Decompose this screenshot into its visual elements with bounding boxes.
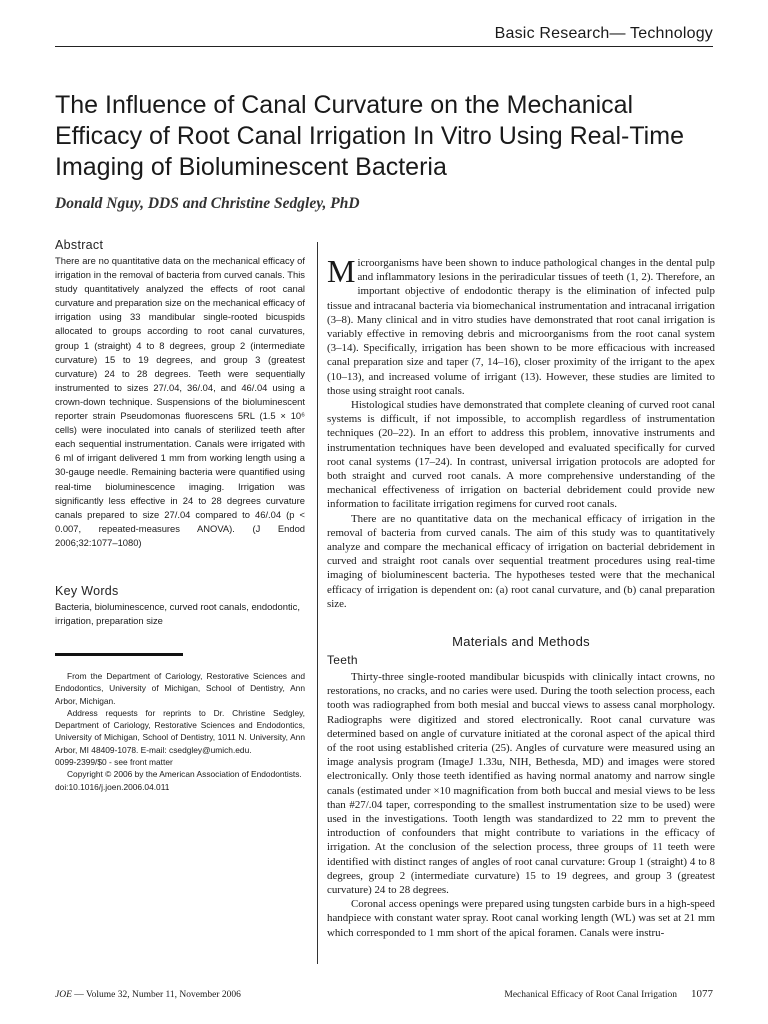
- introduction-section: [327, 253, 715, 611]
- keywords-section: [55, 584, 305, 628]
- keywords-body: Bacteria, bioluminescence, curved root canals, endodontic, irrigation, preparation size: [55, 601, 300, 627]
- affiliation-doi: doi:10.1016/j.joen.2006.04.011: [55, 781, 170, 792]
- methods-paragraph-2: Coronal access openings were prepared using tungsten carbide burs in a high-speed handpiece with constant water spray. Root canal working length (WL) was set at 21 mm which corresponded to 1 mm short of the apical foramen. Canals were instru-: [327, 898, 715, 939]
- journal-issue: — Volume 32, Number 11, November 2006: [71, 990, 241, 1000]
- methods-section: [327, 670, 715, 940]
- abstract-body: There are no quantitative data on the mechanical efficacy of irrigation in the removal of bacteria from curved canals. This study quantitatively analyzed the effects of root canal curvature and preparation size on the mechanical efficacy of irrigation using 33 mandibular single-rooted bicuspids allocated to groups according to root canal curvatures, group 1 (straight) 4 to 8 degrees, group 2 (intermediate curvature) 15 to 19 degrees, and group 3 (greatest curvature) 24 to 28 degrees. Teeth were sequentially instrumented to sizes 27/.04, 36/.04, and 46/.04 using a crown-down technique. Suspensions of the bioluminescent reporter strain Pseudomonas fluorescens 5RL (1.5 × 10⁶ cells) were inoculated into canals of sterilized teeth after each sequential instrumentation. Canals were irrigated with 6 ml of irrigant delivered 1 mm from working length using a 30-gauge needle. Remaining bacteria were quantified using real-time bioluminescence imaging. Irrigation was significantly less effective in 24 to 28 degrees curvature canals prepared to size 27/.04 compared to 46/.04 (p < 0.007, repeated-measures ANOVA). (J Endod 2006;32:1077–1080): [55, 255, 305, 548]
- methods-paragraph-1: Thirty-three single-rooted mandibular bicuspids with clinically intact crowns, no restorations, no cracks, and no caries were used. During the tooth selection process, each tooth was radiographed from both mesial and buccal views to assess canal morphology. Radiographs were digitized and stored electronically. Root canal curvature was determined based on angle of curvature initiated at the coronal aspect of the apical third of the root using established criteria (25). Angles of curvature were measured using an image analysis program (ImageJ 1.33u, NIH, Bethesda, MD) and images were stored electronically. Only those teeth identified as having normal anatomy and narrow single canals (estimated under ×10 magnification from both buccal and mesial views to be less than #27/.04 taper, corresponding to the smallest instrumentation size to be used) were used in the investigations. Tooth length was standardized to 22 mm to prevent the introduction of confounders that might contribute to variations in the efficacy of irrigation. At the conclusion of the selection process, three groups of 11 teeth were identified with distinct ranges of angles of root canal curvature: Group 1 (straight) 4 to 8 degrees, group 2 (intermediate curvature) 15 to 19 degrees, and group 3 (greatest curvature) 24 to 28 degrees.: [327, 671, 715, 897]
- column-divider: [317, 242, 318, 964]
- affiliation-block: [55, 670, 305, 793]
- article-title: The Influence of Canal Curvature on the Mechanical Efficacy of Root Canal Irrigation In Vitro Using Real-Time Imaging of Bioluminescent Bacteria: [55, 91, 684, 181]
- footer-running-title: [504, 988, 713, 1000]
- footer-journal-info: [55, 990, 241, 1000]
- abstract-section: [55, 238, 305, 550]
- affiliation-copyright: Copyright © 2006 by the American Association of Endodontists.: [67, 769, 302, 780]
- drop-cap: M: [327, 253, 356, 289]
- affiliation-dept: From the Department of Cariology, Restorative Sciences and Endodontics, University of Michigan, School of Dentistry, Ann Arbor, Michigan.: [55, 671, 305, 706]
- intro-paragraph-2: Histological studies have demonstrated that complete cleaning of curved root canal systems is difficult, if not impossible, to accomplish regardless of instrumentation techniques (20–22). In an effort to address this problem, innovative instruments and instrumentation techniques have been developed and evaluated specifically for curved root canal systems (17–24). In contrast, universal irrigation protocols are adopted for both straight and curved root canals. A more comprehensive understanding of the mechanical effectiveness of irrigation on bacterial debridement could provide new information to facilitate irrigation regimens for curved root canals.: [327, 399, 715, 511]
- journal-abbrev: JOE: [55, 990, 72, 1000]
- intro-paragraph-1-text: icroorganisms have been shown to induce pathological changes in the dental pulp and inflammatory lesions in the periradicular tissues of teeth (1, 2). Therefore, an important objective of endodontic therapy is the elimination of infected pulp tissue and intracanal bacteria via biomechanical instrumentation and intracanal irrigation (3–8). Many clinical and in vitro studies have demonstrated that root canal irrigation is variably effective in removing debris and microorganisms from the root canal system (3–14). Specifically, irrigation has been shown to be more efficacious with increased canal preparation size and taper (7, 14–16), closer proximity of the irrigant to the apex (10–13), and increased volume of irrigant (13). However, these studies are limited to those using straight root canals.: [327, 257, 715, 397]
- abstract-heading: Abstract: [55, 238, 104, 252]
- intro-paragraph-3: There are no quantitative data on the mechanical efficacy of irrigation in the removal of bacteria from curved canals. The aim of this study was to quantitatively analyze and compare the mechanical efficacy of irrigation on bacterial debridement in curved and straight root canals over sequential treatment procedures using real-time imaging of bioluminescent bacteria. The hypotheses tested were that the mechanical efficacy of irrigation is dependent on: (a) root canal curvature, and (b) canal preparation size.: [327, 512, 715, 610]
- keywords-heading: Key Words: [55, 584, 119, 598]
- page-number: 1077: [691, 988, 713, 1000]
- running-title: Mechanical Efficacy of Root Canal Irrigation: [504, 990, 677, 1000]
- author-line: Donald Nguy, DDS and Christine Sedgley, PhD: [55, 195, 360, 212]
- affiliation-reprints: Address requests for reprints to Dr. Christine Sedgley, Department of Cariology, Restorative Sciences and Endodontics, University of Michigan, School of Dentistry, 1011 N. University, Ann Arbor, MI 48409-1078. E-mail: csedgley@umich.edu.: [55, 707, 305, 755]
- header-rule: [55, 46, 713, 47]
- section-label: Basic Research— Technology: [494, 25, 713, 42]
- affiliation-rule: [55, 653, 183, 656]
- teeth-subheading: Teeth: [327, 653, 358, 667]
- intro-paragraph-1: [327, 253, 715, 398]
- affiliation-issn: 0099-2399/$0 - see front matter: [55, 757, 173, 768]
- methods-heading: Materials and Methods: [452, 634, 590, 649]
